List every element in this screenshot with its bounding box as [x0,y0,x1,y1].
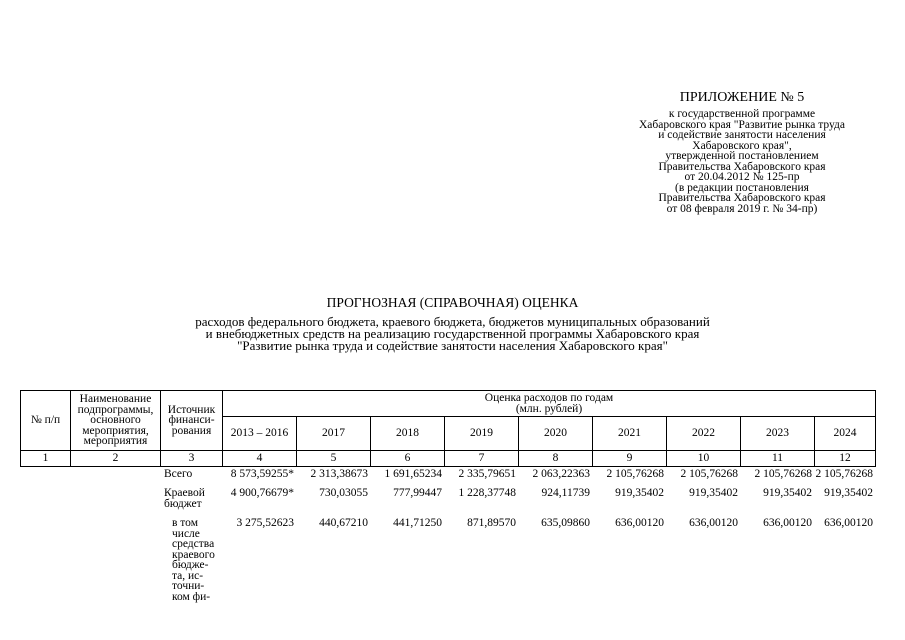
value-cell: 919,35402 [763,487,812,499]
value-cell: 730,03055 [319,487,368,499]
subtitle-line: "Развитие рынка труда и содействие занятости населения Хабаровского края" [237,338,668,353]
source-line: точни- [172,580,205,592]
appendix-line: и содействие занятости населения [658,129,826,141]
value-cell: 919,35402 [689,487,738,499]
value-cell: 919,35402 [615,487,664,499]
header-year: 2020 [519,417,593,451]
appendix-line: Правительства Хабаровского края [658,192,826,204]
document-subtitle [60,316,845,352]
value-cell: 1 228,37748 [458,487,516,499]
source-line: Всего [164,468,193,480]
column-number: 5 [297,451,371,467]
source-cell [160,469,222,488]
subtitle-line: и внебюджетных средств на реализацию государственной программы Хабаровского края [205,326,700,341]
column-number: 9 [593,451,667,467]
value-cell: 2 063,22363 [532,468,590,480]
value-cell: 2 105,76268 [754,468,812,480]
table-row [20,469,875,488]
value-cell: 2 105,76268 [815,468,873,480]
appendix-line: от 08 февраля 2019 г. № 34-пр) [666,202,818,215]
value-cell: 636,00120 [689,517,738,529]
header-year: 2013 – 2016 [223,417,297,451]
header-estimate-unit: (млн. рублей) [515,402,583,415]
source-line: ком фи- [172,590,211,603]
value-cell: 2 105,76268 [680,468,738,480]
estimate-table-header [20,390,876,467]
value-cell: 871,89570 [467,517,516,529]
header-year: 2023 [741,417,815,451]
value-cell: 4 900,76679* [230,487,294,499]
header-number: № п/п [21,391,71,451]
header-year: 2018 [371,417,445,451]
value-cell: 636,00120 [763,517,812,529]
source-line: в том [172,517,198,529]
value-cell: 2 313,38673 [310,468,368,480]
table-row [20,518,875,602]
column-number: 8 [519,451,593,467]
appendix-line: Хабаровского края "Развитие рынка труда [639,118,845,131]
header-name: Наименование подпрограммы, основного мероприятия, мероприятия [71,391,161,451]
document-title: ПРОГНОЗНАЯ (СПРАВОЧНАЯ) ОЦЕНКА [326,295,579,310]
source-line: та, ис- [172,569,204,582]
value-cell: 636,00120 [615,517,664,529]
header-year: 2024 [815,417,876,451]
column-number: 3 [161,451,223,467]
column-number: 11 [741,451,815,467]
appendix-line: (в редакции постановления [675,181,809,194]
header-year: 2021 [593,417,667,451]
appendix-line: Хабаровского края", [692,139,792,152]
header-estimate [223,391,876,417]
column-number: 7 [445,451,519,467]
value-cell: 3 275,52623 [236,517,294,529]
column-number: 10 [667,451,741,467]
source-line: средства [172,538,215,550]
appendix-line: Правительства Хабаровского края [658,160,826,173]
header-year: 2017 [297,417,371,451]
appendix-title: ПРИЛОЖЕНИЕ № 5 [679,90,805,105]
value-cell: 441,71250 [393,517,442,529]
column-number: 1 [21,451,71,467]
source-line: числе [172,527,200,540]
column-number: 2 [71,451,161,467]
subtitle-line: расходов федерального бюджета, краевого бюджета, бюджетов муниципальных образований [195,314,710,329]
value-cell: 8 573,59255* [230,468,294,480]
appendix-line: от 20.04.2012 № 125-пр [684,171,800,183]
value-cell: 440,67210 [319,517,368,529]
column-number: 12 [815,451,876,467]
value-cell: 919,35402 [824,487,873,499]
appendix-line: к государственной программе [668,108,816,120]
header-year: 2022 [667,417,741,451]
source-cell [160,518,222,602]
source-line: бюджет [164,497,202,510]
value-cell: 2 105,76268 [606,468,664,480]
appendix-block [612,90,872,214]
header-estimate-title: Оценка расходов по годам [484,392,614,404]
value-cell: 777,99447 [393,487,442,499]
table-row [20,488,875,518]
column-number: 6 [371,451,445,467]
source-cell [160,488,222,518]
column-number: 4 [223,451,297,467]
source-line: краевого [172,548,215,561]
value-cell: 924,11739 [541,487,590,499]
source-line: Краевой [164,487,205,499]
appendix-line: утвержденной постановлением [665,150,819,162]
header-source: Источник финанси-рования [161,391,223,451]
value-cell: 1 691,65234 [384,468,442,480]
value-cell: 636,00120 [824,517,873,529]
estimate-table-body [20,469,875,602]
header-year: 2019 [445,417,519,451]
value-cell: 2 335,79651 [458,468,516,480]
source-line: бюдже- [172,559,209,571]
value-cell: 635,09860 [541,517,590,529]
